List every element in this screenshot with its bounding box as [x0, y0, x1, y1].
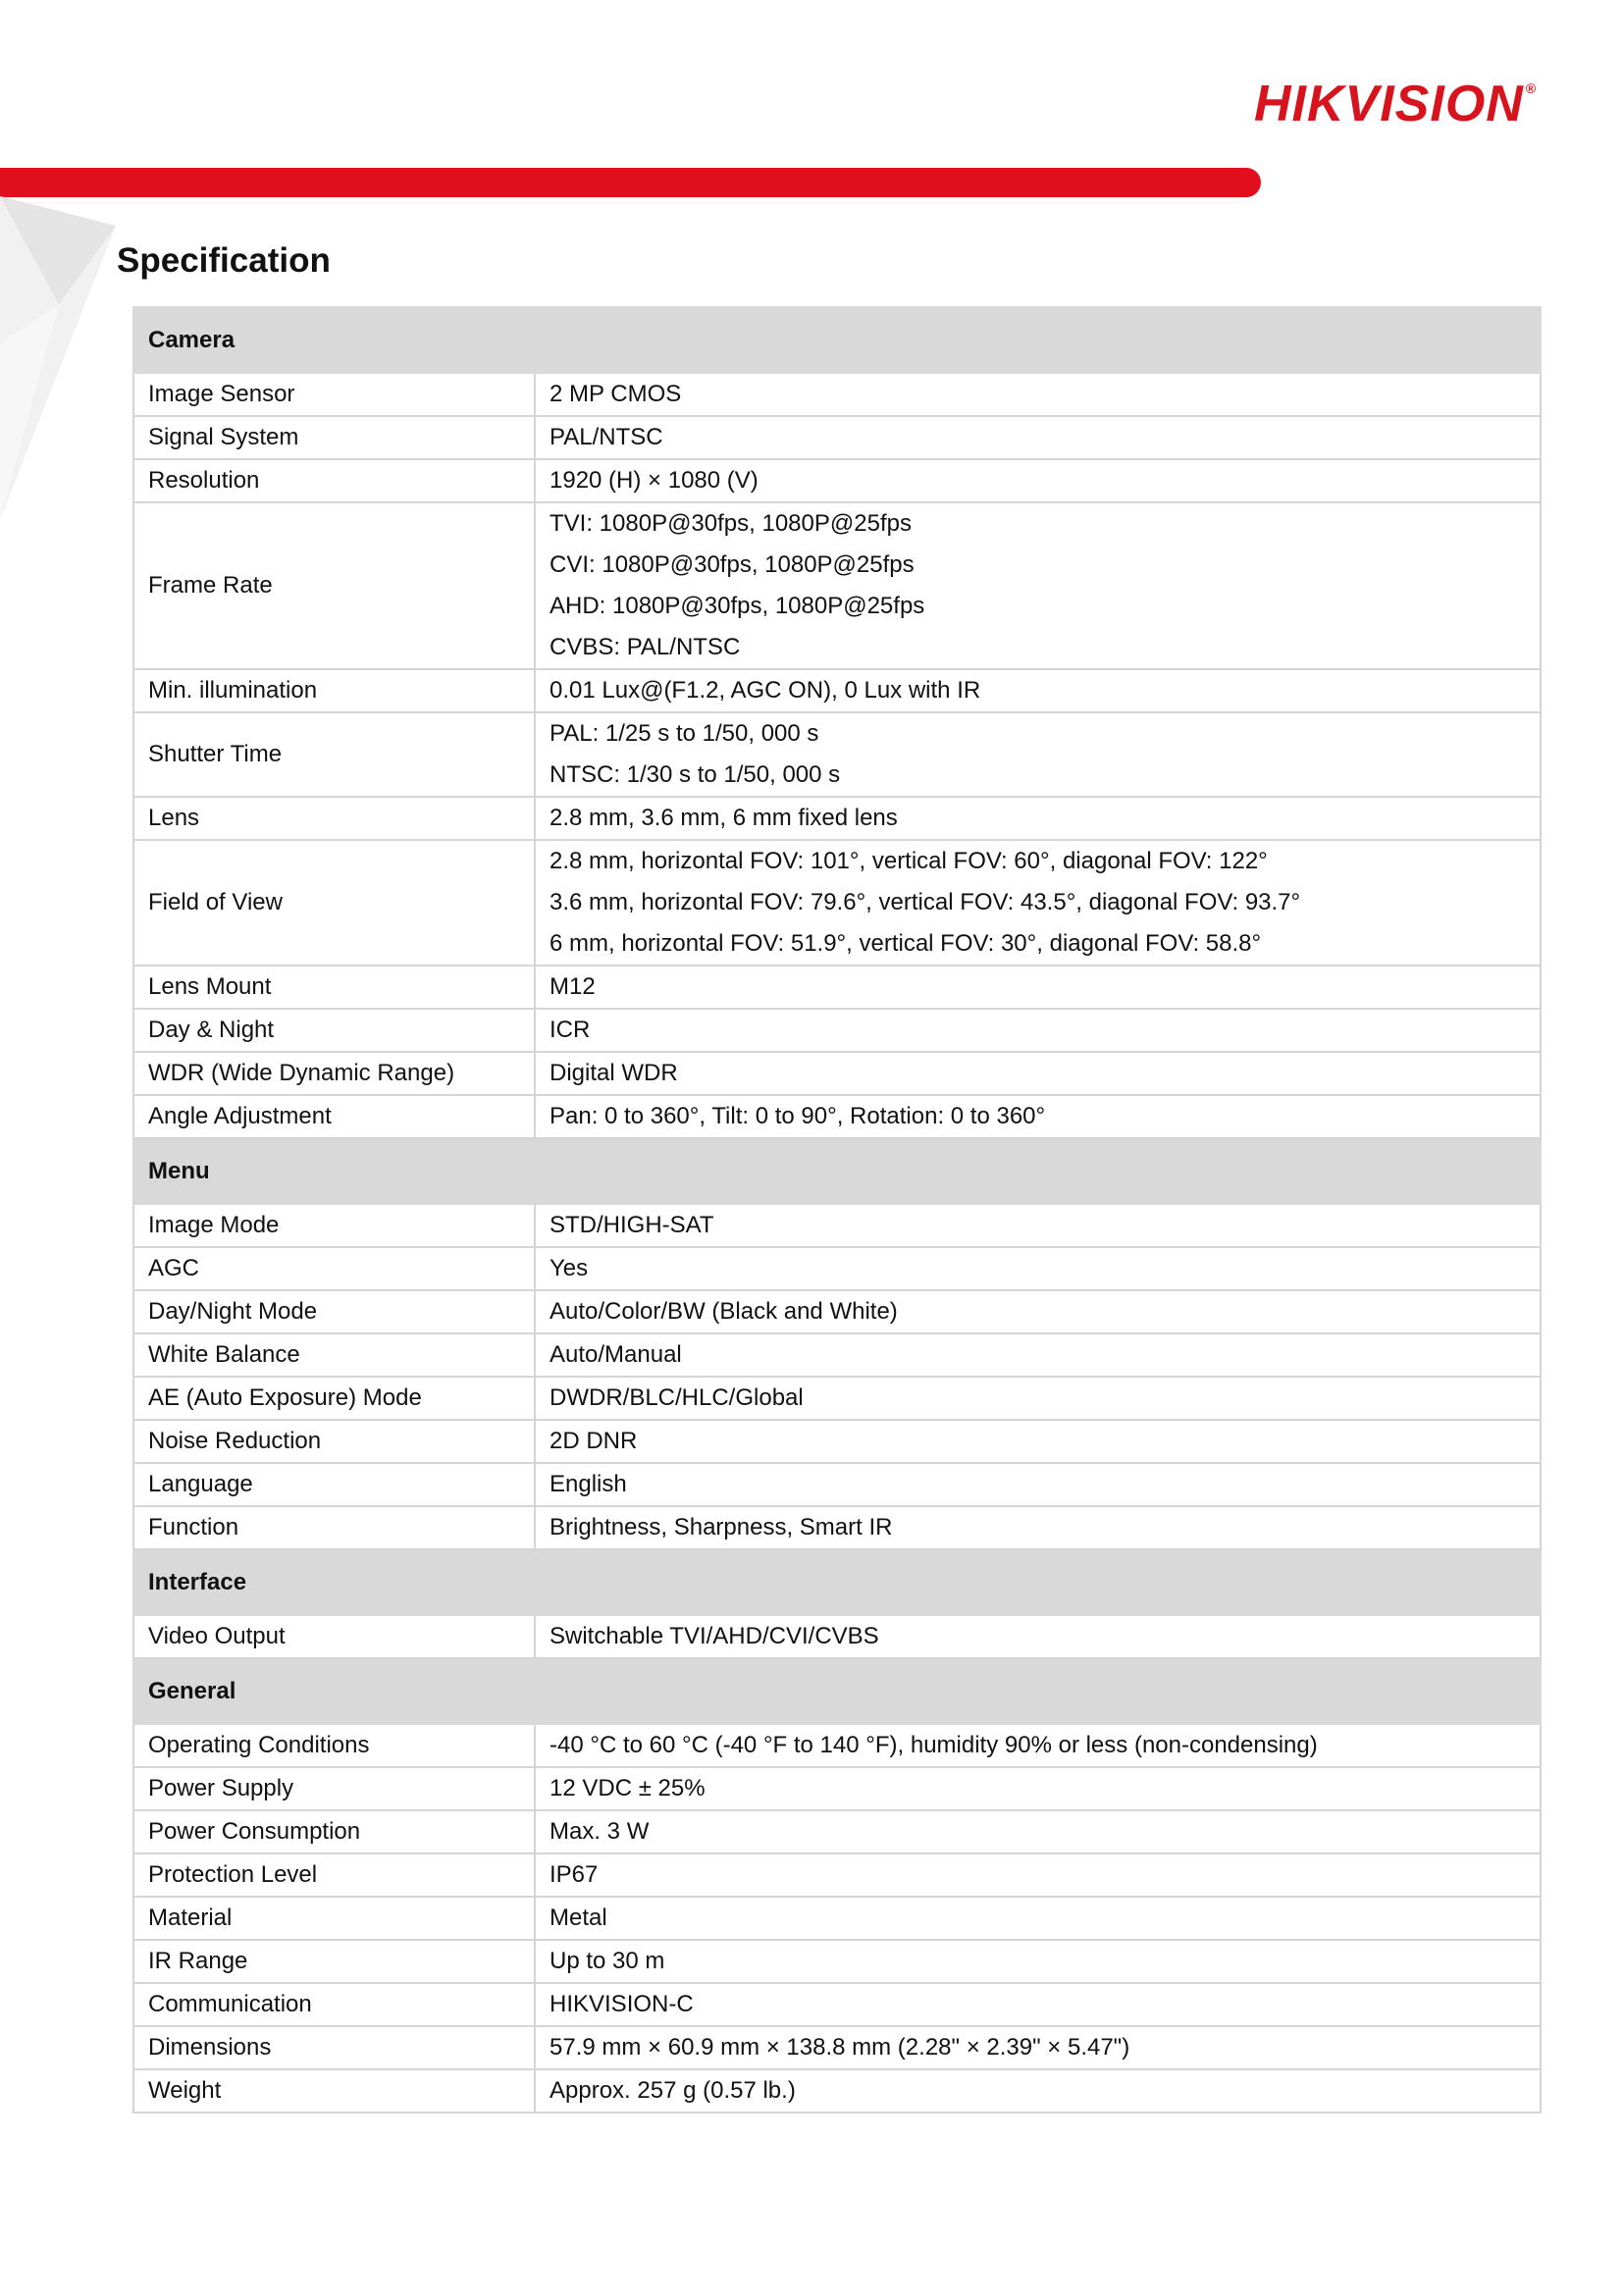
spec-label: Protection Level — [133, 1853, 535, 1897]
spec-value-line: NTSC: 1/30 s to 1/50, 000 s — [550, 761, 841, 788]
spec-label: Min. illumination — [133, 669, 535, 712]
spec-value — [535, 2026, 1541, 2069]
spec-row — [133, 840, 1541, 965]
spec-label: Power Consumption — [133, 1810, 535, 1853]
spec-row — [133, 1615, 1541, 1658]
spec-label: Lens — [133, 797, 535, 840]
spec-row — [133, 1983, 1541, 2026]
spec-row — [133, 2026, 1541, 2069]
spec-value — [535, 1095, 1541, 1138]
hikvision-logo — [1254, 75, 1537, 133]
spec-row — [133, 1420, 1541, 1463]
spec-value-line: Pan: 0 to 360°, Tilt: 0 to 90°, Rotation: 0 to 360° — [550, 1103, 1046, 1129]
spec-value-line: CVI: 1080P@30fps, 1080P@25fps — [550, 551, 915, 578]
spec-value — [535, 1204, 1541, 1247]
spec-row — [133, 1009, 1541, 1052]
spec-label: WDR (Wide Dynamic Range) — [133, 1052, 535, 1095]
section-header-general — [133, 1658, 1541, 1724]
spec-value-line: CVBS: PAL/NTSC — [550, 634, 741, 660]
logo-text: HIKVISION — [1254, 76, 1524, 132]
spec-value-line: 3.6 mm, horizontal FOV: 79.6°, vertical FOV: 43.5°, diagonal FOV: 93.7° — [550, 889, 1301, 915]
spec-value — [535, 1247, 1541, 1290]
spec-label: Communication — [133, 1983, 535, 2026]
spec-label: Weight — [133, 2069, 535, 2113]
spec-row — [133, 669, 1541, 712]
spec-value — [535, 373, 1541, 416]
spec-label: Angle Adjustment — [133, 1095, 535, 1138]
spec-row — [133, 1506, 1541, 1549]
spec-value — [535, 840, 1541, 965]
spec-label: Shutter Time — [133, 712, 535, 797]
spec-value — [535, 1724, 1541, 1767]
spec-value-line: HIKVISION-C — [550, 1991, 694, 2017]
spec-value-line: 12 VDC ± 25% — [550, 1775, 706, 1801]
spec-value-line: AHD: 1080P@30fps, 1080P@25fps — [550, 593, 925, 619]
spec-label: Material — [133, 1897, 535, 1940]
spec-value-line: IP67 — [550, 1861, 599, 1888]
spec-label: IR Range — [133, 1940, 535, 1983]
spec-value-line: 57.9 mm × 60.9 mm × 138.8 mm (2.28" × 2.39" × 5.47") — [550, 2034, 1130, 2061]
spec-label: Language — [133, 1463, 535, 1506]
spec-row — [133, 965, 1541, 1009]
spec-value — [535, 1377, 1541, 1420]
spec-row — [133, 1463, 1541, 1506]
spec-value — [535, 1767, 1541, 1810]
spec-value — [535, 965, 1541, 1009]
spec-label: Power Supply — [133, 1767, 535, 1810]
spec-table — [132, 306, 1542, 2113]
spec-row — [133, 502, 1541, 669]
spec-row — [133, 1377, 1541, 1420]
spec-value-line: PAL/NTSC — [550, 424, 663, 450]
spec-value — [535, 1420, 1541, 1463]
spec-row — [133, 1940, 1541, 1983]
spec-label: Image Mode — [133, 1204, 535, 1247]
spec-value-line: 1920 (H) × 1080 (V) — [550, 467, 759, 494]
spec-value — [535, 1333, 1541, 1377]
section-header-menu — [133, 1138, 1541, 1204]
spec-value — [535, 1506, 1541, 1549]
spec-label: Day & Night — [133, 1009, 535, 1052]
spec-row — [133, 1810, 1541, 1853]
spec-label: White Balance — [133, 1333, 535, 1377]
spec-value-line: Max. 3 W — [550, 1818, 650, 1845]
section-header-camera — [133, 307, 1541, 373]
spec-label: Operating Conditions — [133, 1724, 535, 1767]
spec-label: Image Sensor — [133, 373, 535, 416]
spec-value — [535, 1940, 1541, 1983]
spec-row — [133, 1767, 1541, 1810]
spec-value-line: Brightness, Sharpness, Smart IR — [550, 1514, 893, 1540]
spec-value-line: ICR — [550, 1017, 591, 1043]
spec-value-line: DWDR/BLC/HLC/Global — [550, 1384, 804, 1411]
spec-value — [535, 1290, 1541, 1333]
spec-row — [133, 1333, 1541, 1377]
spec-value-line: PAL: 1/25 s to 1/50, 000 s — [550, 720, 819, 747]
spec-row — [133, 1897, 1541, 1940]
spec-row — [133, 1095, 1541, 1138]
spec-label: Lens Mount — [133, 965, 535, 1009]
spec-label: AGC — [133, 1247, 535, 1290]
spec-row — [133, 2069, 1541, 2113]
spec-value-line: TVI: 1080P@30fps, 1080P@25fps — [550, 510, 912, 537]
section-title: General — [133, 1658, 1541, 1724]
spec-value — [535, 502, 1541, 669]
spec-label: Signal System — [133, 416, 535, 459]
spec-value-line: Digital WDR — [550, 1060, 678, 1086]
spec-label: Field of View — [133, 840, 535, 965]
spec-value — [535, 797, 1541, 840]
spec-value — [535, 712, 1541, 797]
spec-value-line: Yes — [550, 1255, 589, 1281]
page-title: Specification — [117, 241, 331, 280]
section-title: Camera — [133, 307, 1541, 373]
spec-value-line: 0.01 Lux@(F1.2, AGC ON), 0 Lux with IR — [550, 677, 981, 704]
spec-row — [133, 1290, 1541, 1333]
spec-value — [535, 1615, 1541, 1658]
spec-value — [535, 2069, 1541, 2113]
spec-value-line: 2.8 mm, 3.6 mm, 6 mm fixed lens — [550, 805, 898, 831]
registered-mark: ® — [1525, 80, 1538, 96]
spec-label: Video Output — [133, 1615, 535, 1658]
spec-row — [133, 373, 1541, 416]
spec-row — [133, 1247, 1541, 1290]
header-red-bar — [0, 168, 1261, 197]
section-title: Menu — [133, 1138, 1541, 1204]
spec-value-line: M12 — [550, 973, 596, 1000]
spec-row — [133, 1204, 1541, 1247]
spec-value-line: -40 °C to 60 °C (-40 °F to 140 °F), humidity 90% or less (non-condensing) — [550, 1732, 1318, 1758]
spec-value — [535, 416, 1541, 459]
section-header-interface — [133, 1549, 1541, 1615]
spec-value-line: 2.8 mm, horizontal FOV: 101°, vertical FOV: 60°, diagonal FOV: 122° — [550, 848, 1268, 874]
spec-row — [133, 1724, 1541, 1767]
spec-row — [133, 712, 1541, 797]
spec-value-line: Auto/Manual — [550, 1341, 682, 1368]
spec-value — [535, 1052, 1541, 1095]
spec-value — [535, 1009, 1541, 1052]
spec-row — [133, 459, 1541, 502]
section-title: Interface — [133, 1549, 1541, 1615]
spec-label: Frame Rate — [133, 502, 535, 669]
spec-label: Resolution — [133, 459, 535, 502]
spec-label: Noise Reduction — [133, 1420, 535, 1463]
spec-value-line: Auto/Color/BW (Black and White) — [550, 1298, 898, 1325]
spec-label: Function — [133, 1506, 535, 1549]
spec-value-line: 2 MP CMOS — [550, 381, 682, 407]
spec-row — [133, 1052, 1541, 1095]
spec-value-line: Up to 30 m — [550, 1948, 665, 1974]
spec-value — [535, 669, 1541, 712]
spec-value — [535, 1853, 1541, 1897]
spec-value-line: STD/HIGH-SAT — [550, 1212, 714, 1238]
spec-value-line: 6 mm, horizontal FOV: 51.9°, vertical FOV: 30°, diagonal FOV: 58.8° — [550, 930, 1262, 957]
spec-value — [535, 1463, 1541, 1506]
spec-value-line: Switchable TVI/AHD/CVI/CVBS — [550, 1623, 879, 1649]
spec-row — [133, 1853, 1541, 1897]
spec-value — [535, 459, 1541, 502]
spec-value-line: Metal — [550, 1905, 607, 1931]
spec-value — [535, 1983, 1541, 2026]
spec-label: Day/Night Mode — [133, 1290, 535, 1333]
decorative-facet-graphic — [0, 196, 128, 530]
spec-value — [535, 1810, 1541, 1853]
spec-label: Dimensions — [133, 2026, 535, 2069]
spec-value-line: 2D DNR — [550, 1428, 638, 1454]
spec-value — [535, 1897, 1541, 1940]
spec-value-line: Approx. 257 g (0.57 lb.) — [550, 2077, 796, 2104]
spec-label: AE (Auto Exposure) Mode — [133, 1377, 535, 1420]
spec-row — [133, 416, 1541, 459]
spec-row — [133, 797, 1541, 840]
spec-value-line: English — [550, 1471, 627, 1497]
